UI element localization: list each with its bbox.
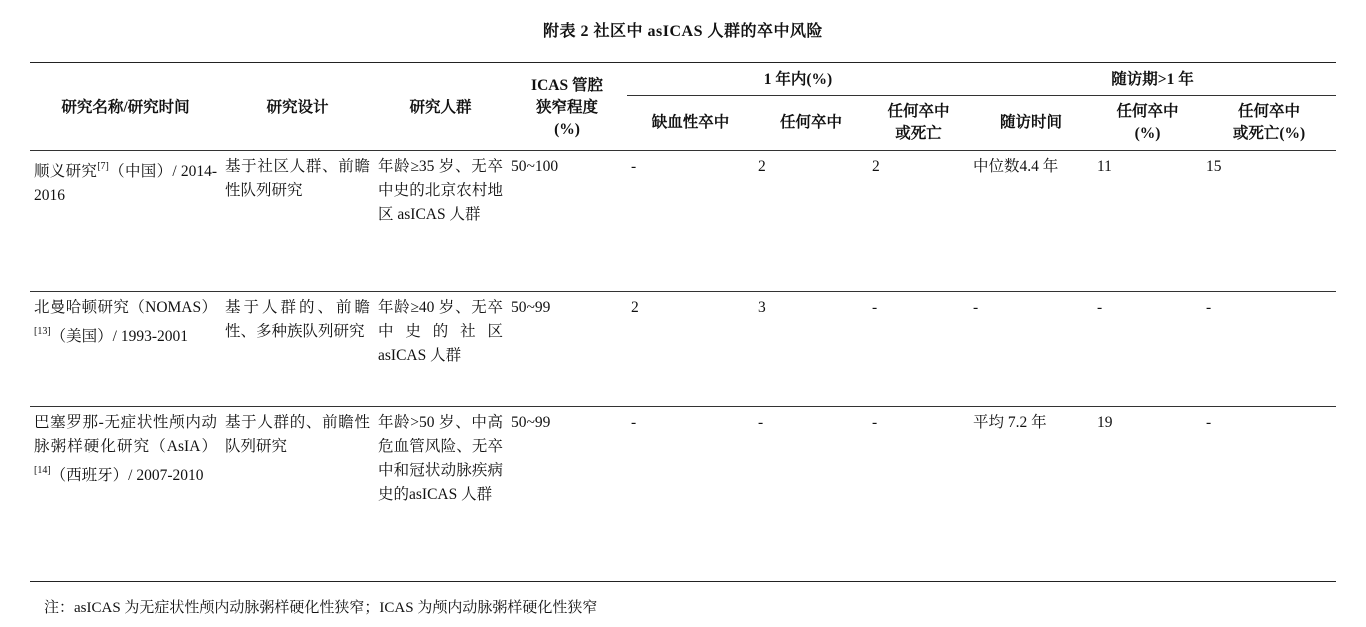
header-icas-line1: ICAS 管腔: [531, 76, 603, 94]
stenosis-cell: 50~99: [511, 414, 551, 431]
header-stroke-or-death: [868, 96, 969, 151]
any-stroke-long-cell: 19: [1097, 414, 1113, 431]
study-name-cell: [30, 292, 221, 407]
table-note: 注：asICAS 为无症状性颅内动脉粥样硬化性狭窄；ICAS 为颅内动脉粥样硬化性狭窄: [44, 600, 598, 616]
header-followup-time: 随访时间: [999, 114, 1062, 131]
stroke-or-death-long-cell: -: [1206, 414, 1212, 431]
table-title: 附表 2 社区中 asICAS 人群的卒中风险: [543, 23, 823, 40]
design-cell: 基于人群的、前瞻性、多种族队列研究: [225, 299, 370, 340]
stroke-or-death-1yr-cell: -: [872, 299, 878, 316]
header-design: 研究设计: [266, 98, 329, 116]
header-any-stroke-pct-l1: 任何卒中: [1116, 103, 1179, 120]
header-stroke-or-death-l2: 或死亡: [895, 125, 942, 142]
header-ischemic-stroke: 缺血性卒中: [651, 114, 730, 131]
header-any-stroke: 任何卒中: [779, 114, 842, 131]
any-stroke-1yr-cell: 3: [758, 299, 766, 316]
stenosis-cell: 50~99: [511, 299, 551, 316]
header-icas-line2: 狭窄程度: [535, 98, 598, 116]
stroke-or-death-long-cell: -: [1206, 299, 1212, 316]
stenosis-cell: 50~100: [511, 158, 559, 175]
population-cell: 年龄>50 岁、中高危血管风险、无卒中和冠状动脉疾病史的asICAS 人群: [378, 414, 503, 503]
study-region-years: （西班牙）/ 2007-2010: [50, 467, 204, 484]
header-stroke-death-pct-l2: 或死亡(%): [1232, 125, 1306, 142]
header-any-stroke-pct-l2: (%): [1134, 125, 1161, 142]
population-cell: 年龄≥40 岁、无卒中史的社区 asICAS 人群: [378, 299, 503, 364]
reference-mark: [13]: [34, 326, 51, 337]
header-study-name: 研究名称/研究时间: [61, 98, 190, 116]
ischemic-stroke-1yr-cell: -: [631, 414, 637, 431]
followup-time-cell: 中位数4.4 年: [973, 158, 1059, 175]
any-stroke-1yr-cell: -: [758, 414, 764, 431]
any-stroke-1yr-cell: 2: [758, 158, 766, 175]
study-name: 顺义研究: [34, 163, 98, 180]
header-stroke-or-death-l1: 任何卒中: [887, 103, 950, 120]
stroke-or-death-long-cell: 15: [1206, 158, 1222, 175]
study-name-cell: [30, 407, 221, 582]
any-stroke-long-cell: 11: [1097, 158, 1112, 175]
stroke-or-death-1yr-cell: 2: [872, 158, 880, 175]
header-stroke-death-pct: [1202, 96, 1336, 151]
any-stroke-long-cell: -: [1097, 299, 1103, 316]
stroke-or-death-1yr-cell: -: [872, 414, 878, 431]
followup-time-cell: 平均 7.2 年: [973, 414, 1047, 431]
risk-table: [30, 62, 1336, 582]
study-name-cell: [30, 151, 221, 292]
header-icas-line3: (%): [554, 120, 580, 138]
header-population: 研究人群: [409, 98, 472, 116]
table-row: [30, 292, 1336, 407]
header-icas-stenosis: [507, 63, 627, 151]
header-stroke-death-pct-l1: 任何卒中: [1237, 103, 1300, 120]
header-any-stroke-pct: [1093, 96, 1202, 151]
study-name: 北曼哈顿研究（NOMAS）: [34, 299, 217, 316]
population-cell: 年龄≥35 岁、无卒中史的北京农村地区 asICAS 人群: [378, 158, 503, 223]
reference-mark: [7]: [97, 161, 109, 172]
header-within-1yr: 1 年内(%): [627, 63, 969, 96]
study-region-years: （美国）/ 1993-2001: [50, 328, 189, 345]
followup-time-cell: -: [973, 299, 979, 316]
ischemic-stroke-1yr-cell: 2: [631, 299, 639, 316]
design-cell: 基于人群的、前瞻性队列研究: [225, 414, 370, 455]
table-row: [30, 151, 1336, 292]
header-followup-gt-1yr: 随访期>1 年: [969, 63, 1336, 96]
design-cell: 基于社区人群、前瞻性队列研究: [225, 158, 370, 199]
ischemic-stroke-1yr-cell: -: [631, 158, 637, 175]
header-row-top: [30, 63, 1336, 96]
study-region-years: （中国）/ 2014-2016: [34, 163, 217, 204]
reference-mark: [14]: [34, 465, 51, 476]
study-name: 巴塞罗那-无症状性颅内动脉粥样硬化研究（AsIA）: [34, 414, 217, 455]
table-row: [30, 407, 1336, 582]
